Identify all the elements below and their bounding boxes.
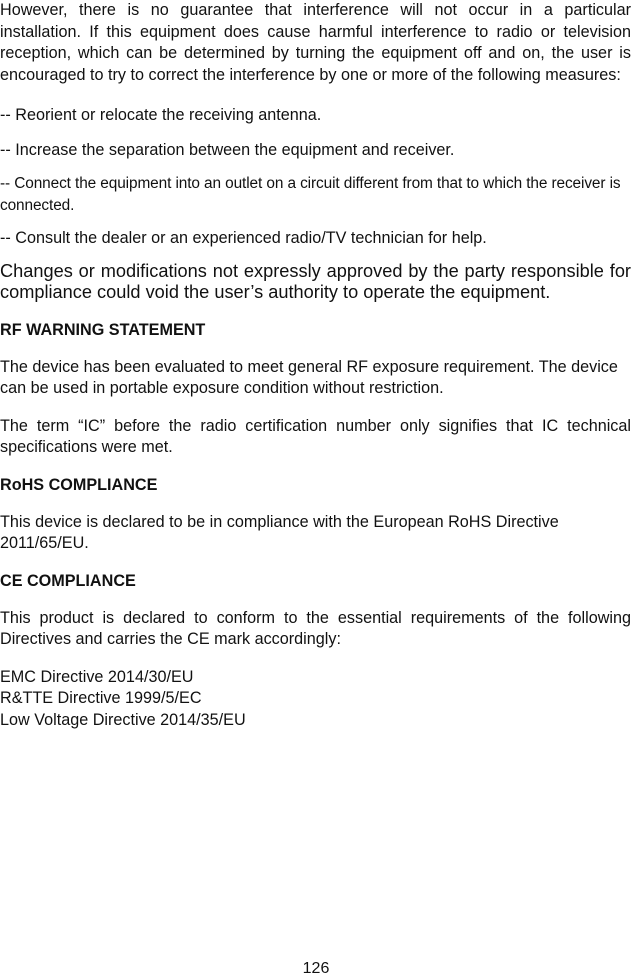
ic-certification-paragraph: The term “IC” before the radio certification number only signifies that IC technical specifications were met.	[0, 416, 631, 456]
rohs-paragraph: This device is declared to be in compliance with the European RoHS Directive 2011/65/EU.	[0, 512, 559, 552]
rf-exposure-paragraph: The device has been evaluated to meet general RF exposure requirement. The device can be used in portable exposure condition without restriction.	[0, 357, 618, 397]
ce-section	[0, 571, 631, 732]
measure-item-consult-dealer: -- Consult the dealer or an experienced radio/TV technician for help.	[0, 229, 487, 247]
ce-heading: CE COMPLIANCE	[0, 571, 136, 590]
directive-emc: EMC Directive 2014/30/EU	[0, 667, 194, 686]
rf-warning-section	[0, 320, 631, 459]
measure-item-reorient-antenna: -- Reorient or relocate the receiving antenna.	[0, 106, 322, 124]
measure-item-different-circuit: -- Connect the equipment into an outlet on a circuit different from that to which the receiver is connected.	[0, 175, 621, 214]
ce-paragraph: This product is declared to conform to the essential requirements of the following Directives and carries the CE mark accordingly:	[0, 608, 631, 648]
interference-intro-paragraph: However, there is no guarantee that interference will not occur in a particular installation. If this equipment does cause harmful interference to radio or television reception, which can be determined by turning the equipment off and on, the user is encouraged to try to correct the interference by one or more of the following measures:	[0, 1, 631, 84]
page-number: 126	[302, 960, 330, 977]
interference-measures-list	[0, 105, 631, 250]
rf-warning-heading: RF WARNING STATEMENT	[0, 320, 206, 339]
directive-rtte: R&TTE Directive 1999/5/EC	[0, 689, 202, 707]
measure-item-increase-separation: -- Increase the separation between the equipment and receiver.	[0, 140, 455, 159]
changes-warning-paragraph: Changes or modifications not expressly approved by the party responsible for compliance could void the user’s authority to operate the equipment.	[0, 260, 631, 302]
rohs-heading: RoHS COMPLIANCE	[0, 475, 158, 494]
rohs-section	[0, 475, 631, 555]
ce-directives-list	[0, 667, 631, 732]
directive-low-voltage: Low Voltage Directive 2014/35/EU	[0, 710, 246, 729]
